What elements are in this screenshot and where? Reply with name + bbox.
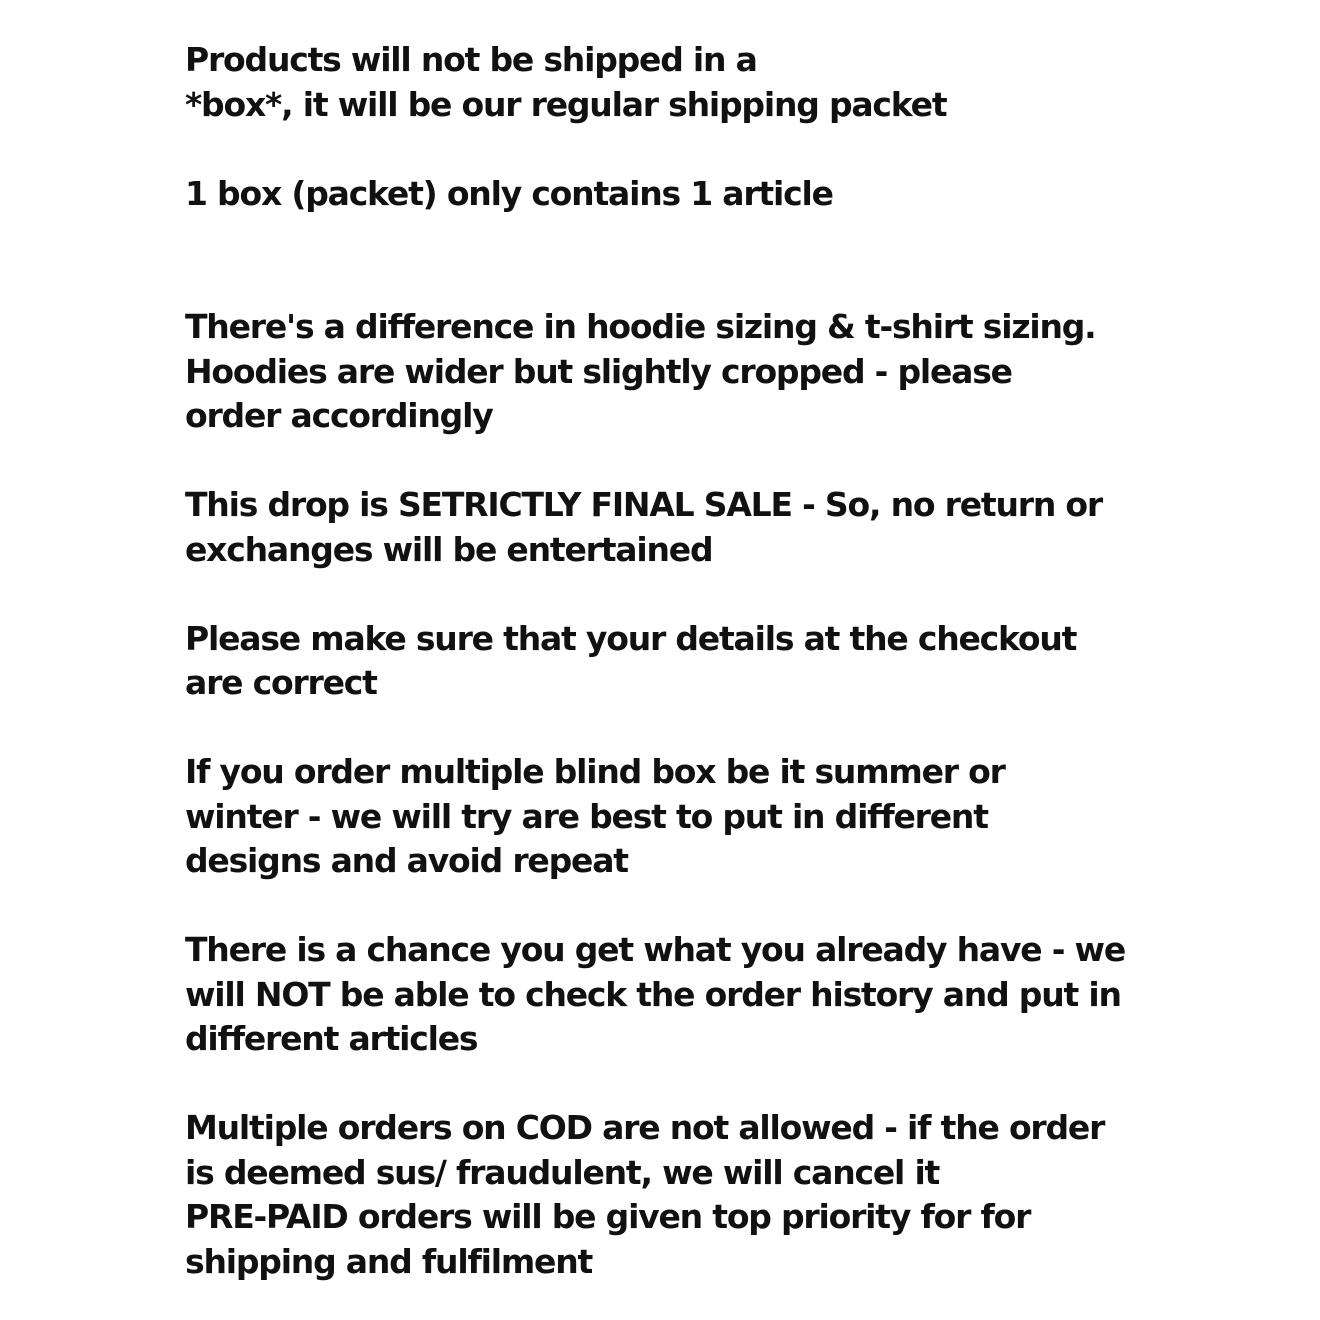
spacer (185, 439, 1185, 484)
policy-notice (185, 38, 1185, 1284)
final-sale-line-2: exchanges will be entertained (185, 529, 713, 569)
packaging-line-1: Products will not be shipped in a (185, 40, 757, 79)
blind-box-line-2: winter - we will try are best to put in different (185, 796, 988, 836)
spacer (185, 1062, 1185, 1107)
blind-box-line-3: designs and avoid repeat (185, 841, 628, 880)
sizing-line-3: order accordingly (185, 396, 493, 435)
cod-line-2: is deemed sus/ fraudulent, we will cancel it (185, 1152, 940, 1192)
checkout-line-2: are correct (185, 663, 377, 702)
cod-line-1: Multiple orders on COD are not allowed - if the order (185, 1108, 1105, 1147)
checkout-line-1: Please make sure that your details at the checkout (185, 618, 1077, 658)
spacer (185, 261, 1185, 306)
spacer (185, 572, 1185, 617)
sizing-line-1: There's a difference in hoodie sizing & t-shirt sizing. (185, 307, 1096, 346)
repeat-chance-line-2: will NOT be able to check the order history and put in (185, 974, 1121, 1014)
spacer (185, 127, 1185, 172)
packaging-line-2: *box*, it will be our regular shipping packet (185, 84, 947, 124)
packaging-line-3: 1 box (packet) only contains 1 article (185, 173, 833, 213)
repeat-chance-line-3: different articles (185, 1019, 478, 1058)
spacer (185, 216, 1185, 261)
cod-line-4: shipping and fulfilment (185, 1241, 593, 1281)
spacer (185, 706, 1185, 751)
cod-line-3: PRE-PAID orders will be given top priority for for (185, 1197, 1031, 1236)
blind-box-line-1: If you order multiple blind box be it summer or (185, 752, 1005, 791)
sizing-line-2: Hoodies are wider but slightly cropped - please (185, 351, 1012, 391)
spacer (185, 884, 1185, 929)
final-sale-line-1: This drop is SETRICTLY FINAL SALE - So, no return or (185, 485, 1102, 524)
repeat-chance-line-1: There is a chance you get what you already have - we (185, 930, 1126, 969)
